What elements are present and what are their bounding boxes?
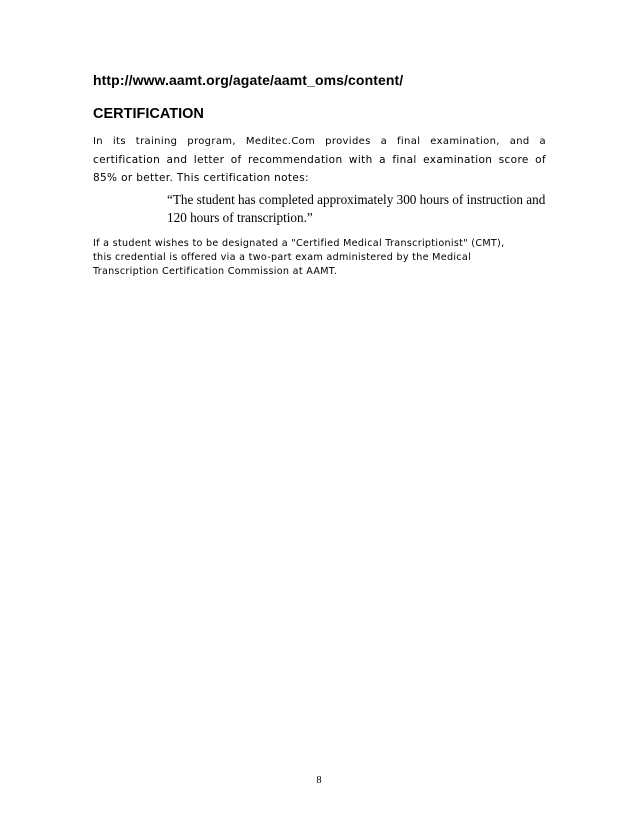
section-heading: CERTIFICATION (93, 106, 204, 122)
source-url: http://www.aamt.org/agate/aamt_oms/content/ (93, 72, 404, 88)
page-number: 8 (316, 775, 322, 786)
certification-quote (167, 191, 547, 227)
paragraph-line: this credential is offered via a two-part exam administered by the Medical (93, 252, 472, 263)
quote-line: 120 hours of transcription.” (167, 210, 313, 225)
cmt-paragraph (93, 237, 553, 279)
paragraph-line: certification and letter of recommendation with a final examination score of (93, 154, 546, 166)
quote-line: “The student has completed approximately 300 hours of instruction and (167, 192, 546, 207)
paragraph-line: In its training program, Meditec.Com provides a final examination, and a (93, 136, 546, 147)
paragraph-line: Transcription Certification Commission at AAMT. (93, 266, 338, 277)
certification-paragraph (93, 133, 546, 187)
paragraph-line: If a student wishes to be designated a "Certified Medical Transcriptionist" (CMT), (93, 238, 505, 249)
paragraph-line: 85% or better. This certification notes: (93, 172, 309, 184)
